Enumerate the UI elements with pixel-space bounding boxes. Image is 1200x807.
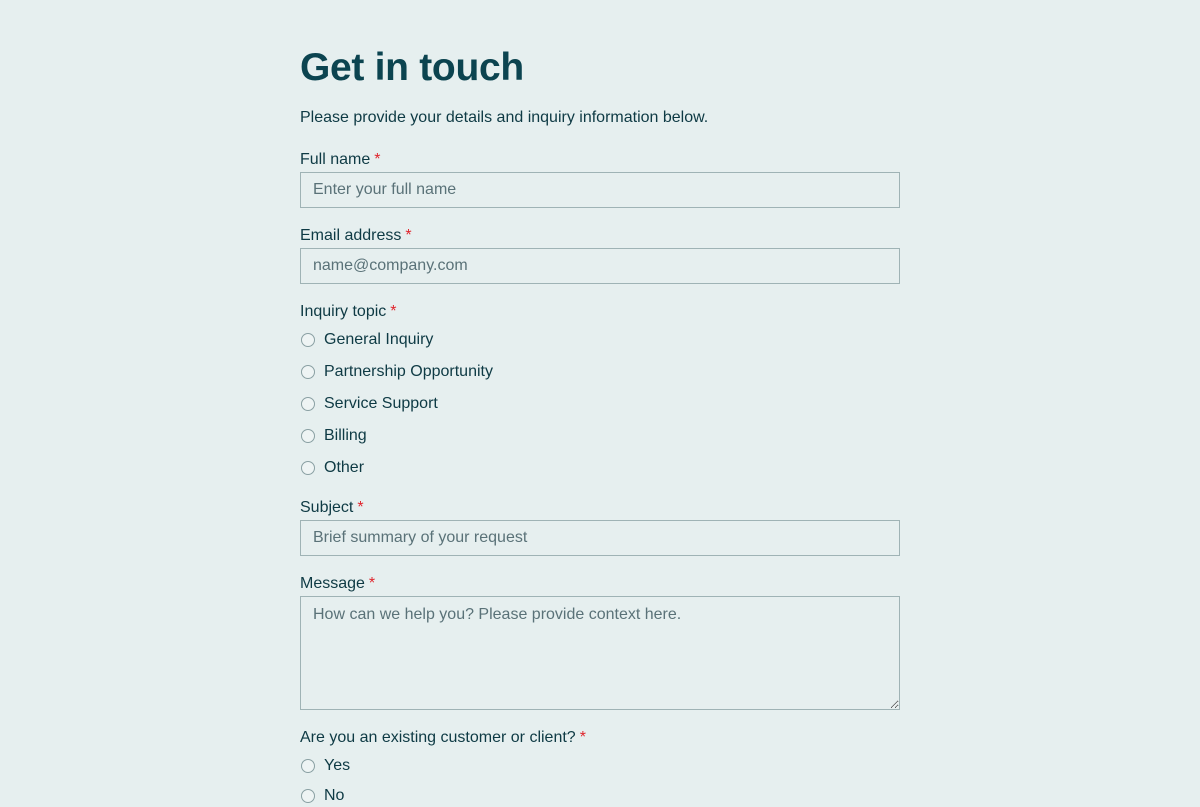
email-label — [300, 226, 412, 246]
message-textarea[interactable] — [300, 596, 900, 710]
existing-customer-option-no[interactable] — [300, 785, 344, 807]
radio-button[interactable] — [301, 397, 315, 411]
full-name-label-text: Full name — [300, 151, 371, 168]
required-marker: * — [368, 575, 376, 592]
radio-label[interactable]: Other — [324, 459, 365, 476]
existing-customer-label-text: Are you an existing customer or client? — [300, 729, 576, 746]
existing-customer-option-yes[interactable] — [300, 755, 350, 777]
required-marker: * — [579, 729, 586, 746]
radio-label[interactable]: Yes — [324, 757, 351, 774]
required-marker: * — [390, 303, 397, 320]
full-name-label — [300, 150, 380, 170]
required-marker: * — [405, 227, 412, 244]
topic-option-service-support[interactable] — [300, 393, 438, 415]
intro-text: Please provide your details and inquiry information below. — [300, 109, 709, 126]
radio-button[interactable] — [301, 789, 315, 803]
email-label-text: Email address — [300, 227, 402, 244]
radio-label[interactable]: General Inquiry — [324, 331, 434, 348]
topic-option-billing[interactable] — [300, 425, 367, 447]
inquiry-topic-label-text: Inquiry topic — [300, 303, 387, 320]
radio-button[interactable] — [301, 759, 315, 773]
radio-button[interactable] — [301, 333, 315, 347]
message-label-text: Message — [300, 575, 365, 592]
existing-customer-label — [300, 728, 586, 748]
inquiry-topic-label — [300, 302, 397, 322]
email-input[interactable] — [300, 248, 900, 284]
subject-label-text: Subject — [300, 499, 354, 516]
radio-label[interactable]: Partnership Opportunity — [324, 363, 493, 380]
required-marker: * — [357, 499, 364, 516]
full-name-input[interactable] — [300, 172, 900, 208]
radio-button[interactable] — [301, 429, 315, 443]
radio-label[interactable]: Service Support — [324, 395, 438, 412]
subject-input[interactable] — [300, 520, 900, 556]
required-marker: * — [374, 151, 381, 168]
topic-option-general-inquiry[interactable] — [300, 329, 433, 351]
subject-label — [300, 498, 364, 518]
radio-button[interactable] — [301, 365, 315, 379]
message-label — [300, 574, 375, 594]
topic-option-other[interactable] — [300, 457, 364, 479]
radio-button[interactable] — [301, 461, 315, 475]
topic-option-partnership-opportunity[interactable] — [300, 361, 493, 383]
radio-label[interactable]: Billing — [324, 427, 367, 444]
radio-label[interactable]: No — [324, 787, 345, 804]
page-title: Get in touch — [300, 46, 524, 89]
